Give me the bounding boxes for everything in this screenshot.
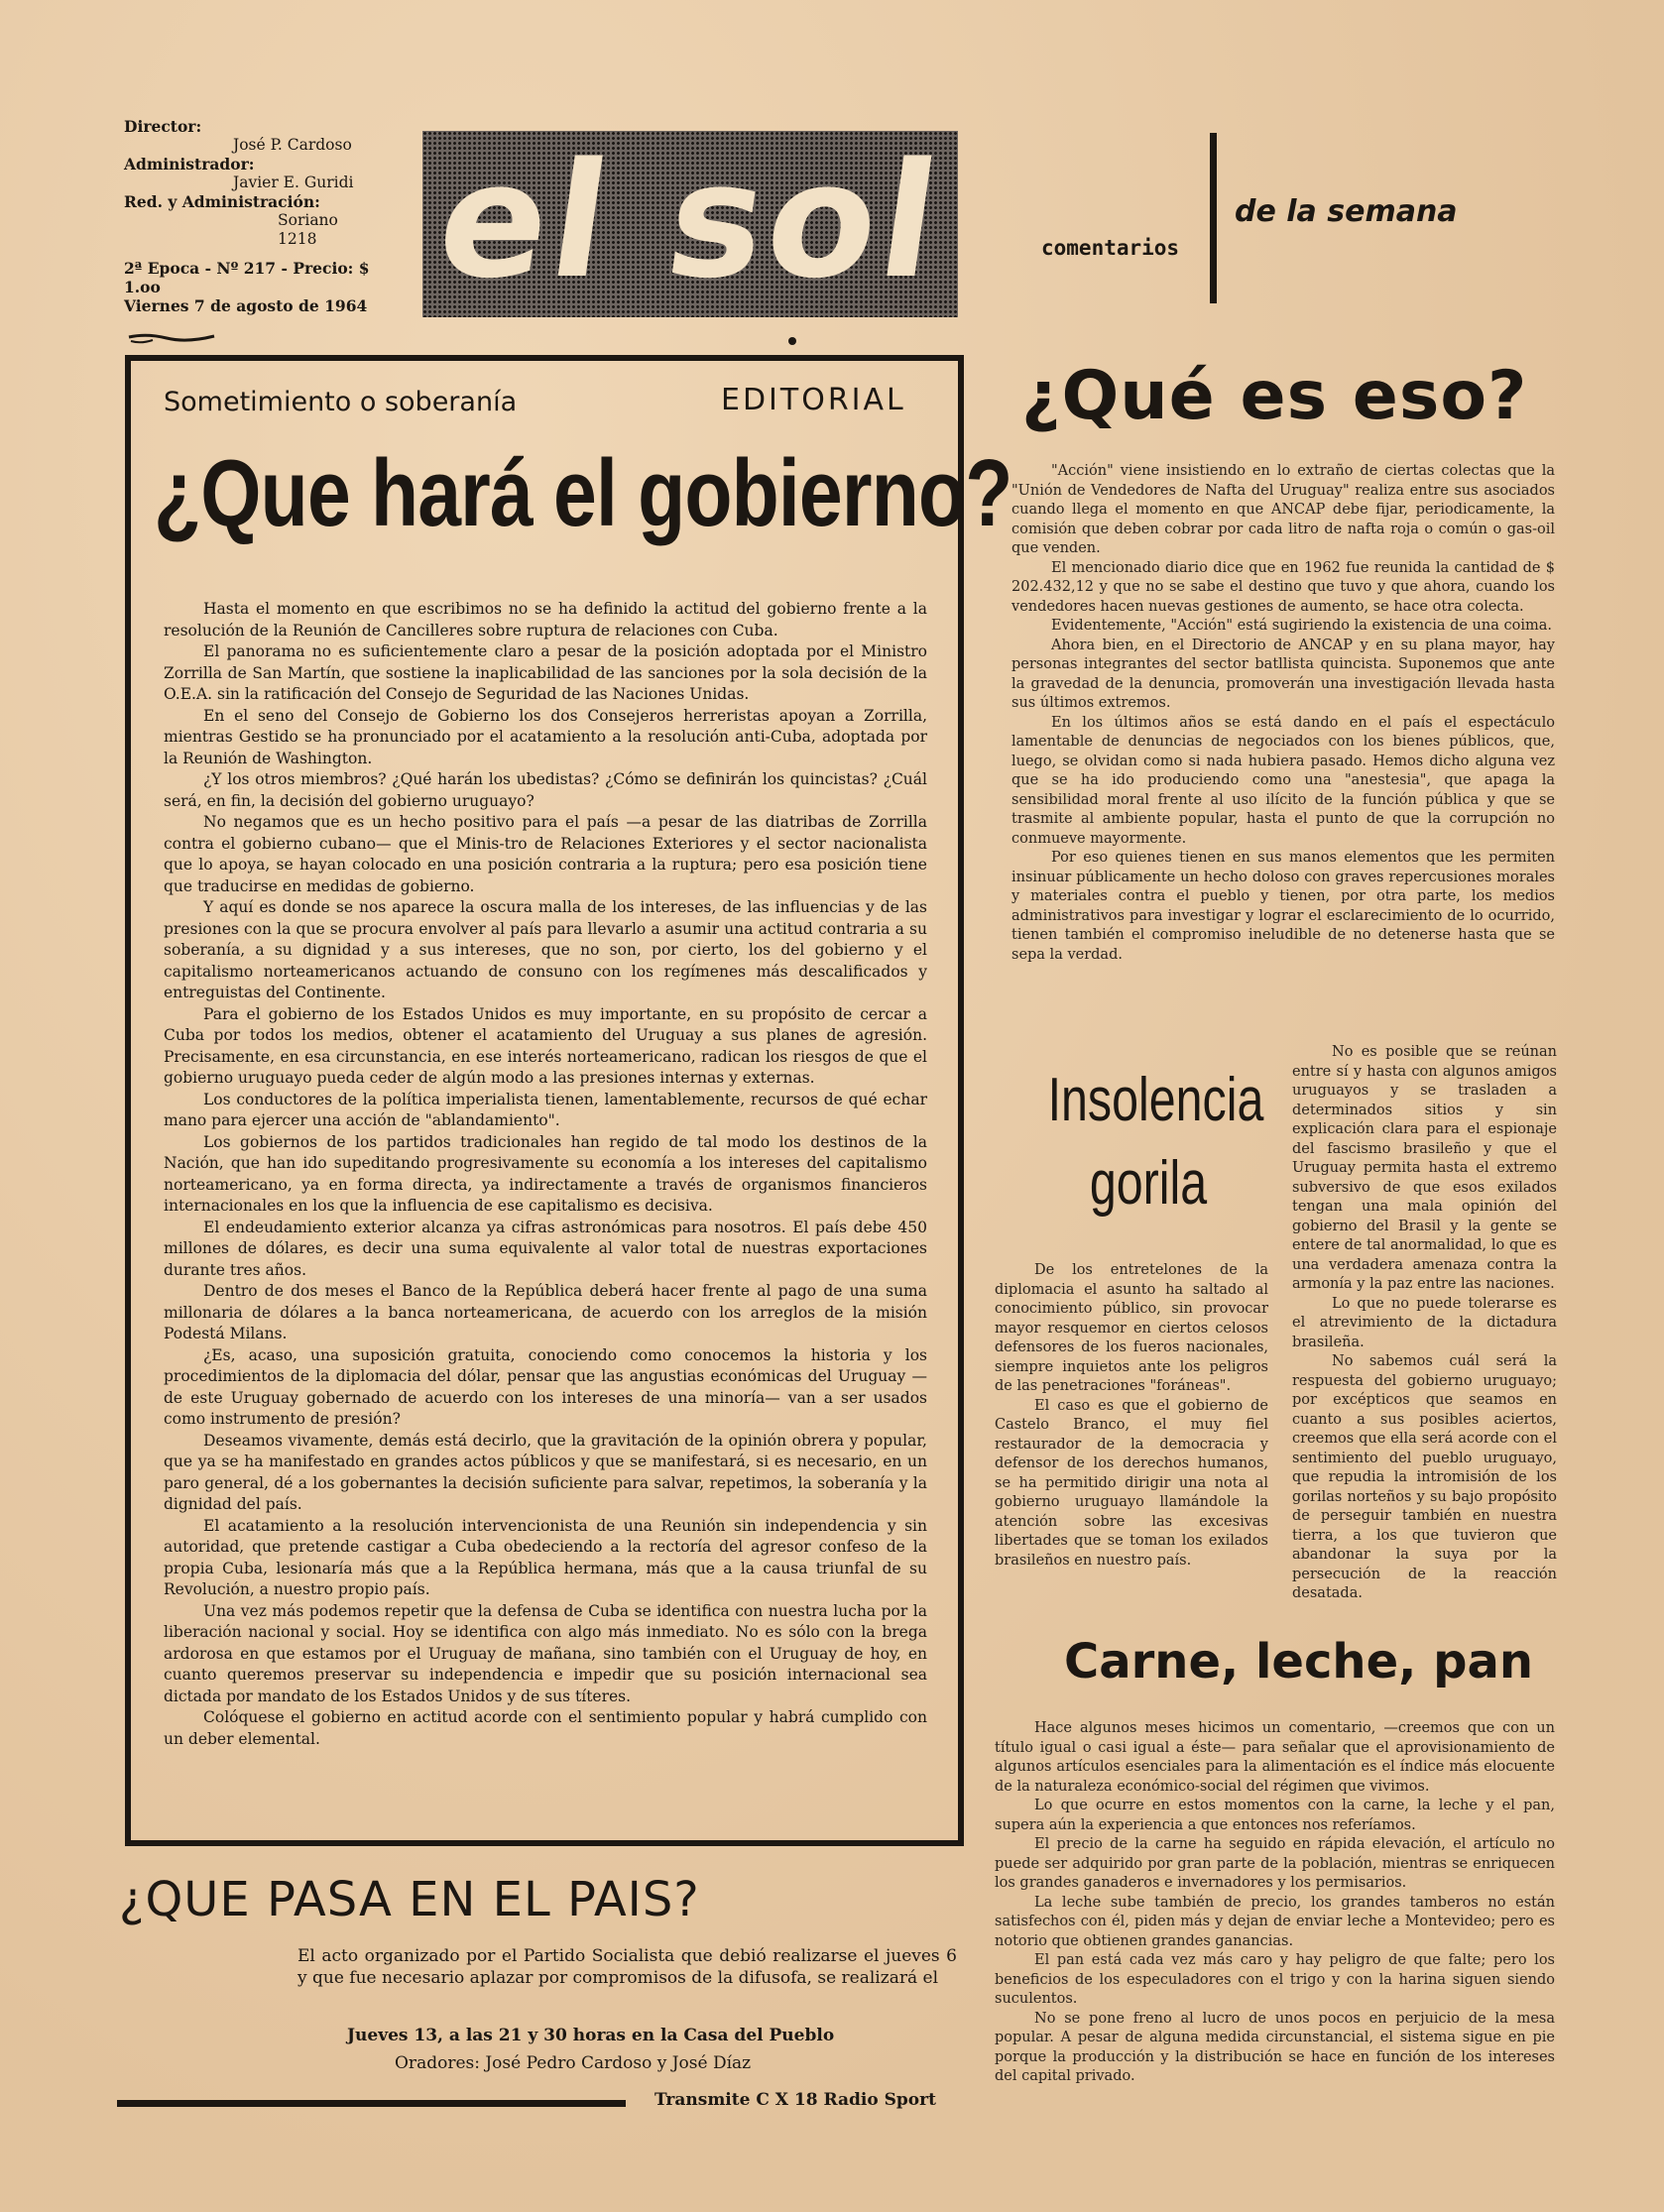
- insolencia-title-line1: Insolencia: [1047, 1066, 1264, 1134]
- carne-paragraph: El pan está cada vez más caro y hay peligro de que falte; pero los beneficios de los especuladores con el trigo y con la harina siguen siendo suculentos.: [995, 1952, 1555, 2007]
- bottom-rule: [117, 2100, 626, 2107]
- insolencia-right-column: [1292, 1043, 1557, 1604]
- admin-label: Administrador:: [124, 155, 255, 174]
- carne-paragraph: Hace algunos meses hicimos un comentario, —creemos que con un título igual o casi igual a éste— para señalar que el aprovisionamiento de algunos artículos esenciales para la alimentación es el índice más elocuente de la naturaleza económico-social del régimen que vivimos.: [995, 1720, 1555, 1795]
- que-pasa-radio: Transmite C X 18 Radio Sport: [654, 2090, 936, 2110]
- insolencia-left-column: [995, 1261, 1268, 1571]
- carne-title: Carne, leche, pan: [1064, 1634, 1534, 1689]
- que-es-eso-paragraph: El mencionado diario dice que en 1962 fue reunida la cantidad de $ 202.432,12 y que no se sabe el destino que tuvo y que ahora, cuando los vendedores hacen nuevas gestiones de aumento, se hace otra colecta.: [1011, 559, 1555, 615]
- epoca-line: 2ª Epoca - Nº 217 - Precio: $ 1.oo: [124, 259, 370, 296]
- editorial-kicker: Sometimiento o soberanía: [164, 387, 518, 417]
- insolencia-paragraph: Lo que no puede tolerarse es el atrevimiento de la dictadura brasileña.: [1292, 1295, 1557, 1350]
- insolencia-title: [1047, 1059, 1264, 1225]
- ink-dot: [788, 337, 796, 345]
- newspaper-logo: [422, 128, 958, 317]
- editorial-paragraph: Los conductores de la política imperialista tienen, lamentablemente, recursos de qué echar mano para ejercer una acción de "ablandamiento".: [164, 1090, 927, 1129]
- admin-name: Javier E. Guridi: [233, 174, 354, 191]
- editorial-paragraph: Colóquese el gobierno en actitud acorde con el sentimiento popular y habrá cumplido con un deber elemental.: [164, 1708, 927, 1748]
- insolencia-paragraph: El caso es que el gobierno de Castelo Branco, el muy fiel restaurador de la democracia y defensor de los derechos humanos, se ha permitido dirigir una nota al gobierno uruguayo llamándole la atención sobre las excesivas libertades que se toman los exilados brasileños en nuestro país.: [995, 1397, 1268, 1569]
- que-es-eso-paragraph: Evidentemente, "Acción" está sugiriendo la existencia de una coima.: [1051, 618, 1552, 634]
- editorial-paragraph: El panorama no es suficientemente claro a pesar de la posición adoptada por el Ministro Zorrilla de San Martín, que sostiene la inaplicabilidad de las sanciones por la sola decisión de la O.E.A. sin la ratificación del Consejo de Seguridad de las Naciones Unidas.: [164, 642, 927, 703]
- semana-label: de la semana: [1235, 194, 1458, 229]
- redaccion-label: Red. y Administración:: [124, 192, 320, 211]
- carne-paragraph: Lo que ocurre en estos momentos con la carne, la leche y el pan, supera aún la experiencia a que entonces nos referíamos.: [995, 1798, 1555, 1833]
- editorial-paragraph: ¿Y los otros miembros? ¿Qué harán los ubedistas? ¿Cómo se definirán los quincistas? ¿Cuál será, en fin, la decisión del gobierno uruguayo?: [164, 770, 927, 810]
- editorial-paragraph: El acatamiento a la resolución intervencionista de una Reunión sin independencia y sin autoridad, que pretende castigar a Cuba obedeciendo a la rectoría del agresor confeso de la propia Cuba, lesionaría más que a la República hermana, más que a la causa triunfal de su Revolución, a nuestro propio país.: [164, 1516, 927, 1598]
- que-es-eso-paragraph: En los últimos años se está dando en el país el espectáculo lamentable de denuncias de negociados con los bienes públicos, que, luego, se olvidan como si nada hubiera pasado. Hemos dicho alguna vez que se ha ido produciendo como una "anestesia", que apaga la sensibilidad moral frente al uso ilícito de la función pública y que se trasmite al ambiente popular, hasta el punto de que la corrupción no conmueve mayormente.: [1011, 714, 1555, 847]
- insolencia-paragraph: No es posible que se reúnan entre sí y hasta con algunos amigos uruguayos y se trasladen a determinados sitios y sin explicación clara para el espionaje del fascismo brasileño y que el Uruguay permita hasta el extremo subversivo de que esos exilados tengan una mala opinión del gobierno del Brasil y la gente se entere de tal anormalidad, lo que es una verdadera amenaza contra la armonía y la paz entre las naciones.: [1292, 1044, 1557, 1292]
- logo-text: el sol: [427, 128, 953, 313]
- director-label: Director:: [124, 117, 202, 136]
- que-pasa-event: Jueves 13, a las 21 y 30 horas en la Casa del Pueblo: [347, 2026, 835, 2045]
- que-es-eso-paragraph: Ahora bien, en el Directorio de ANCAP y en su plana mayor, hay personas integrantes del sector batllista quincista. Suponemos que ante la gravedad de la denuncia, promoverán una investigación llevada hasta sus últimos extremos.: [1011, 637, 1555, 711]
- editorial-paragraph: Deseamos vivamente, demás está decirlo, que la gravitación de la opinión obrera y popular, que ya se ha manifestado en grandes actos públicos y que se manifestará, si es necesario, en un paro general, dé a los gobernantes la decisión suficiente para salvar, repetimos, la soberanía y la dignidad del país.: [164, 1431, 927, 1513]
- director-name: José P. Cardoso: [233, 136, 352, 154]
- editorial-paragraph: Los gobiernos de los partidos tradicionales han regido de tal modo los destinos de la Nación, que han ido supeditando progresivamente su economía a los intereses del capitalismo norteamericano, ya en forma directa, ya indirectamente a través de organismos financieros internacionales en los que la influencia de ese capitalismo es decisiva.: [164, 1132, 927, 1215]
- date-line: Viernes 7 de agosto de 1964: [124, 296, 368, 315]
- editorial-paragraph: No negamos que es un hecho positivo para el país —a pesar de las diatribas de Zorrilla contra el gobierno cubano— que el Minis-tro de Relaciones Exteriores y el sector nacionalista que lo apoya, se hayan colocado en una posición contraria a la ruptura; pero esa posición tiene que traducirse en medidas de gobierno.: [164, 813, 927, 895]
- insolencia-title-line2: gorila: [1089, 1149, 1208, 1218]
- scribble-mark: [127, 331, 216, 345]
- carne-paragraph: El precio de la carne ha seguido en rápida elevación, el artículo no puede ser adquirido por gran parte de la población, mientras se enriquecen los grandes ganaderos e invernadores y los permisarios.: [995, 1836, 1555, 1891]
- que-es-eso-body: [1011, 462, 1555, 965]
- que-pasa-title: ¿QUE PASA EN EL PAIS?: [119, 1872, 700, 1927]
- editorial-body: [164, 599, 927, 1750]
- masthead-info: [124, 117, 382, 315]
- editorial-paragraph: Hasta el momento en que escribimos no se ha definido la actitud del gobierno frente a la resolución de la Reunión de Cancilleres sobre ruptura de relaciones con Cuba.: [164, 600, 927, 640]
- que-pasa-speakers: Oradores: José Pedro Cardoso y José Díaz: [395, 2053, 752, 2073]
- comentarios-label: comentarios: [1041, 236, 1180, 260]
- editorial-paragraph: Y aquí es donde se nos aparece la oscura malla de los intereses, de las influencias y de las presiones con la que se procura envolver al país para llevarlo a asumir una actitud contraria a su soberanía, a su dignidad y a sus intereses, que no son, por cierto, los del gobierno y el capitalismo norteamericanos actuando de consuno con los regímenes más descalificados y entreguistas del Continente.: [164, 898, 927, 1001]
- editorial-paragraph: En el seno del Consejo de Gobierno los dos Consejeros herreristas apoyan a Zorrilla, mientras Gestido se ha pronunciado por el acatamiento a la resolución anti-Cuba, adoptada por la Reunión de Washington.: [164, 706, 927, 767]
- editorial-paragraph: Para el gobierno de los Estados Unidos es muy importante, en su propósito de cercar a Cuba por todos los medios, obtener el acatamiento del Uruguay a sus planes de agresión. Precisamente, en esa circunstancia, en ese interés norteamericano, radican los riesgos de que el gobierno uruguayo pueda ceder de algún modo a las presiones internas y externas.: [164, 1004, 927, 1087]
- editorial-paragraph: Dentro de dos meses el Banco de la República deberá hacer frente al pago de una suma millonaria de dólares a la banca norteamericana, de acuerdo con los arreglos de la misión Podestá Milans.: [164, 1282, 927, 1342]
- editorial-label: EDITORIAL: [721, 383, 906, 417]
- editorial-paragraph: El endeudamiento exterior alcanza ya cifras astronómicas para nosotros. El país debe 450 millones de dólares, es decir una suma equivalente al valor total de nuestras exportaciones durante tres años.: [164, 1218, 927, 1279]
- editorial-paragraph: ¿Es, acaso, una suposición gratuita, conociendo como conocemos la historia y los procedimientos de la diplomacia del dólar, pensar que las angustias económicas del Uruguay —de este Uruguay gobernado de acuerdo con los intereses de una minoría— van a ser usados como instrumento de presión?: [164, 1345, 927, 1428]
- que-es-eso-paragraph: Por eso quienes tienen en sus manos elementos que les permiten insinuar públicamente un hecho doloso con graves repercusiones morales y materiales contra el pueblo y tienen, por otra parte, los medios administrativos para investigar y lograr el esclarecimiento de lo ocurrido, tienen también el compromiso ineludible de no detenerse hasta que se sepa la verdad.: [1011, 850, 1555, 963]
- editorial-title: ¿Que hará el gobierno?: [154, 440, 1012, 546]
- que-pasa-body: El acto organizado por el Partido Socialista que debió realizarse el jueves 6 y que fue necesario aplazar por compromisos de la difusofa, se realizará el: [297, 1946, 957, 1988]
- insolencia-paragraph: No sabemos cuál será la respuesta del gobierno uruguayo; por excépticos que seamos en cuanto a sus posibles aciertos, creemos que ella será acorde con el sentimiento del pueblo uruguayo, que repudia la intromisión de los gorilas norteños y su bajo propósito de perseguir también en nuestra tierra, a los que tuvieron que abandonar la suya por la persecución de la reacción desatada.: [1292, 1353, 1557, 1601]
- insolencia-paragraph: De los entretelones de la diplomacia el asunto ha saltado al conocimiento público, sin provocar mayor resquemor en ciertos celosos defensores de los fueros nacionales, siempre inquietos ante los peligros de las penetraciones "foráneas".: [995, 1262, 1268, 1394]
- carne-paragraph: La leche sube también de precio, los grandes tamberos no están satisfechos con él, piden más y dejan de enviar leche a Montevideo; pero es notorio que obtienen grandes ganancias.: [995, 1894, 1555, 1949]
- redaccion-address: Soriano 1218: [278, 211, 338, 248]
- carne-body: [995, 1719, 1555, 2087]
- editorial-paragraph: Una vez más podemos repetir que la defensa de Cuba se identifica con nuestra lucha por la liberación nacional y social. Hoy se identifica con algo más inmediato. No es sólo con la brega ardorosa en que estamos por el Uruguay de mañana, sino también con el Uruguay de hoy, en cuanto queremos preservar su independencia e impedir que su posición internacional sea dictada por mandato de los Estados Unidos y de sus títeres.: [164, 1601, 927, 1705]
- que-es-eso-title: ¿Qué es eso?: [1021, 357, 1528, 435]
- que-es-eso-paragraph: "Acción" viene insistiendo en lo extraño de ciertas colectas que la "Unión de Vendedores de Nafta del Uruguay" realiza entre sus asociados cuando llega el momento en que ANCAP debe fijar, periodicamente, la comisión que deben cobrar por cada litro de nafta roja o común o gas-oil que venden.: [1011, 463, 1555, 556]
- masthead-divider: [1210, 133, 1217, 303]
- carne-paragraph: No se pone freno al lucro de unos pocos en perjuicio de la mesa popular. A pesar de alguna medida circunstancial, el sistema sigue en pie porque la producción y la distribución se hace en función de los intereses del capital privado.: [995, 2010, 1555, 2084]
